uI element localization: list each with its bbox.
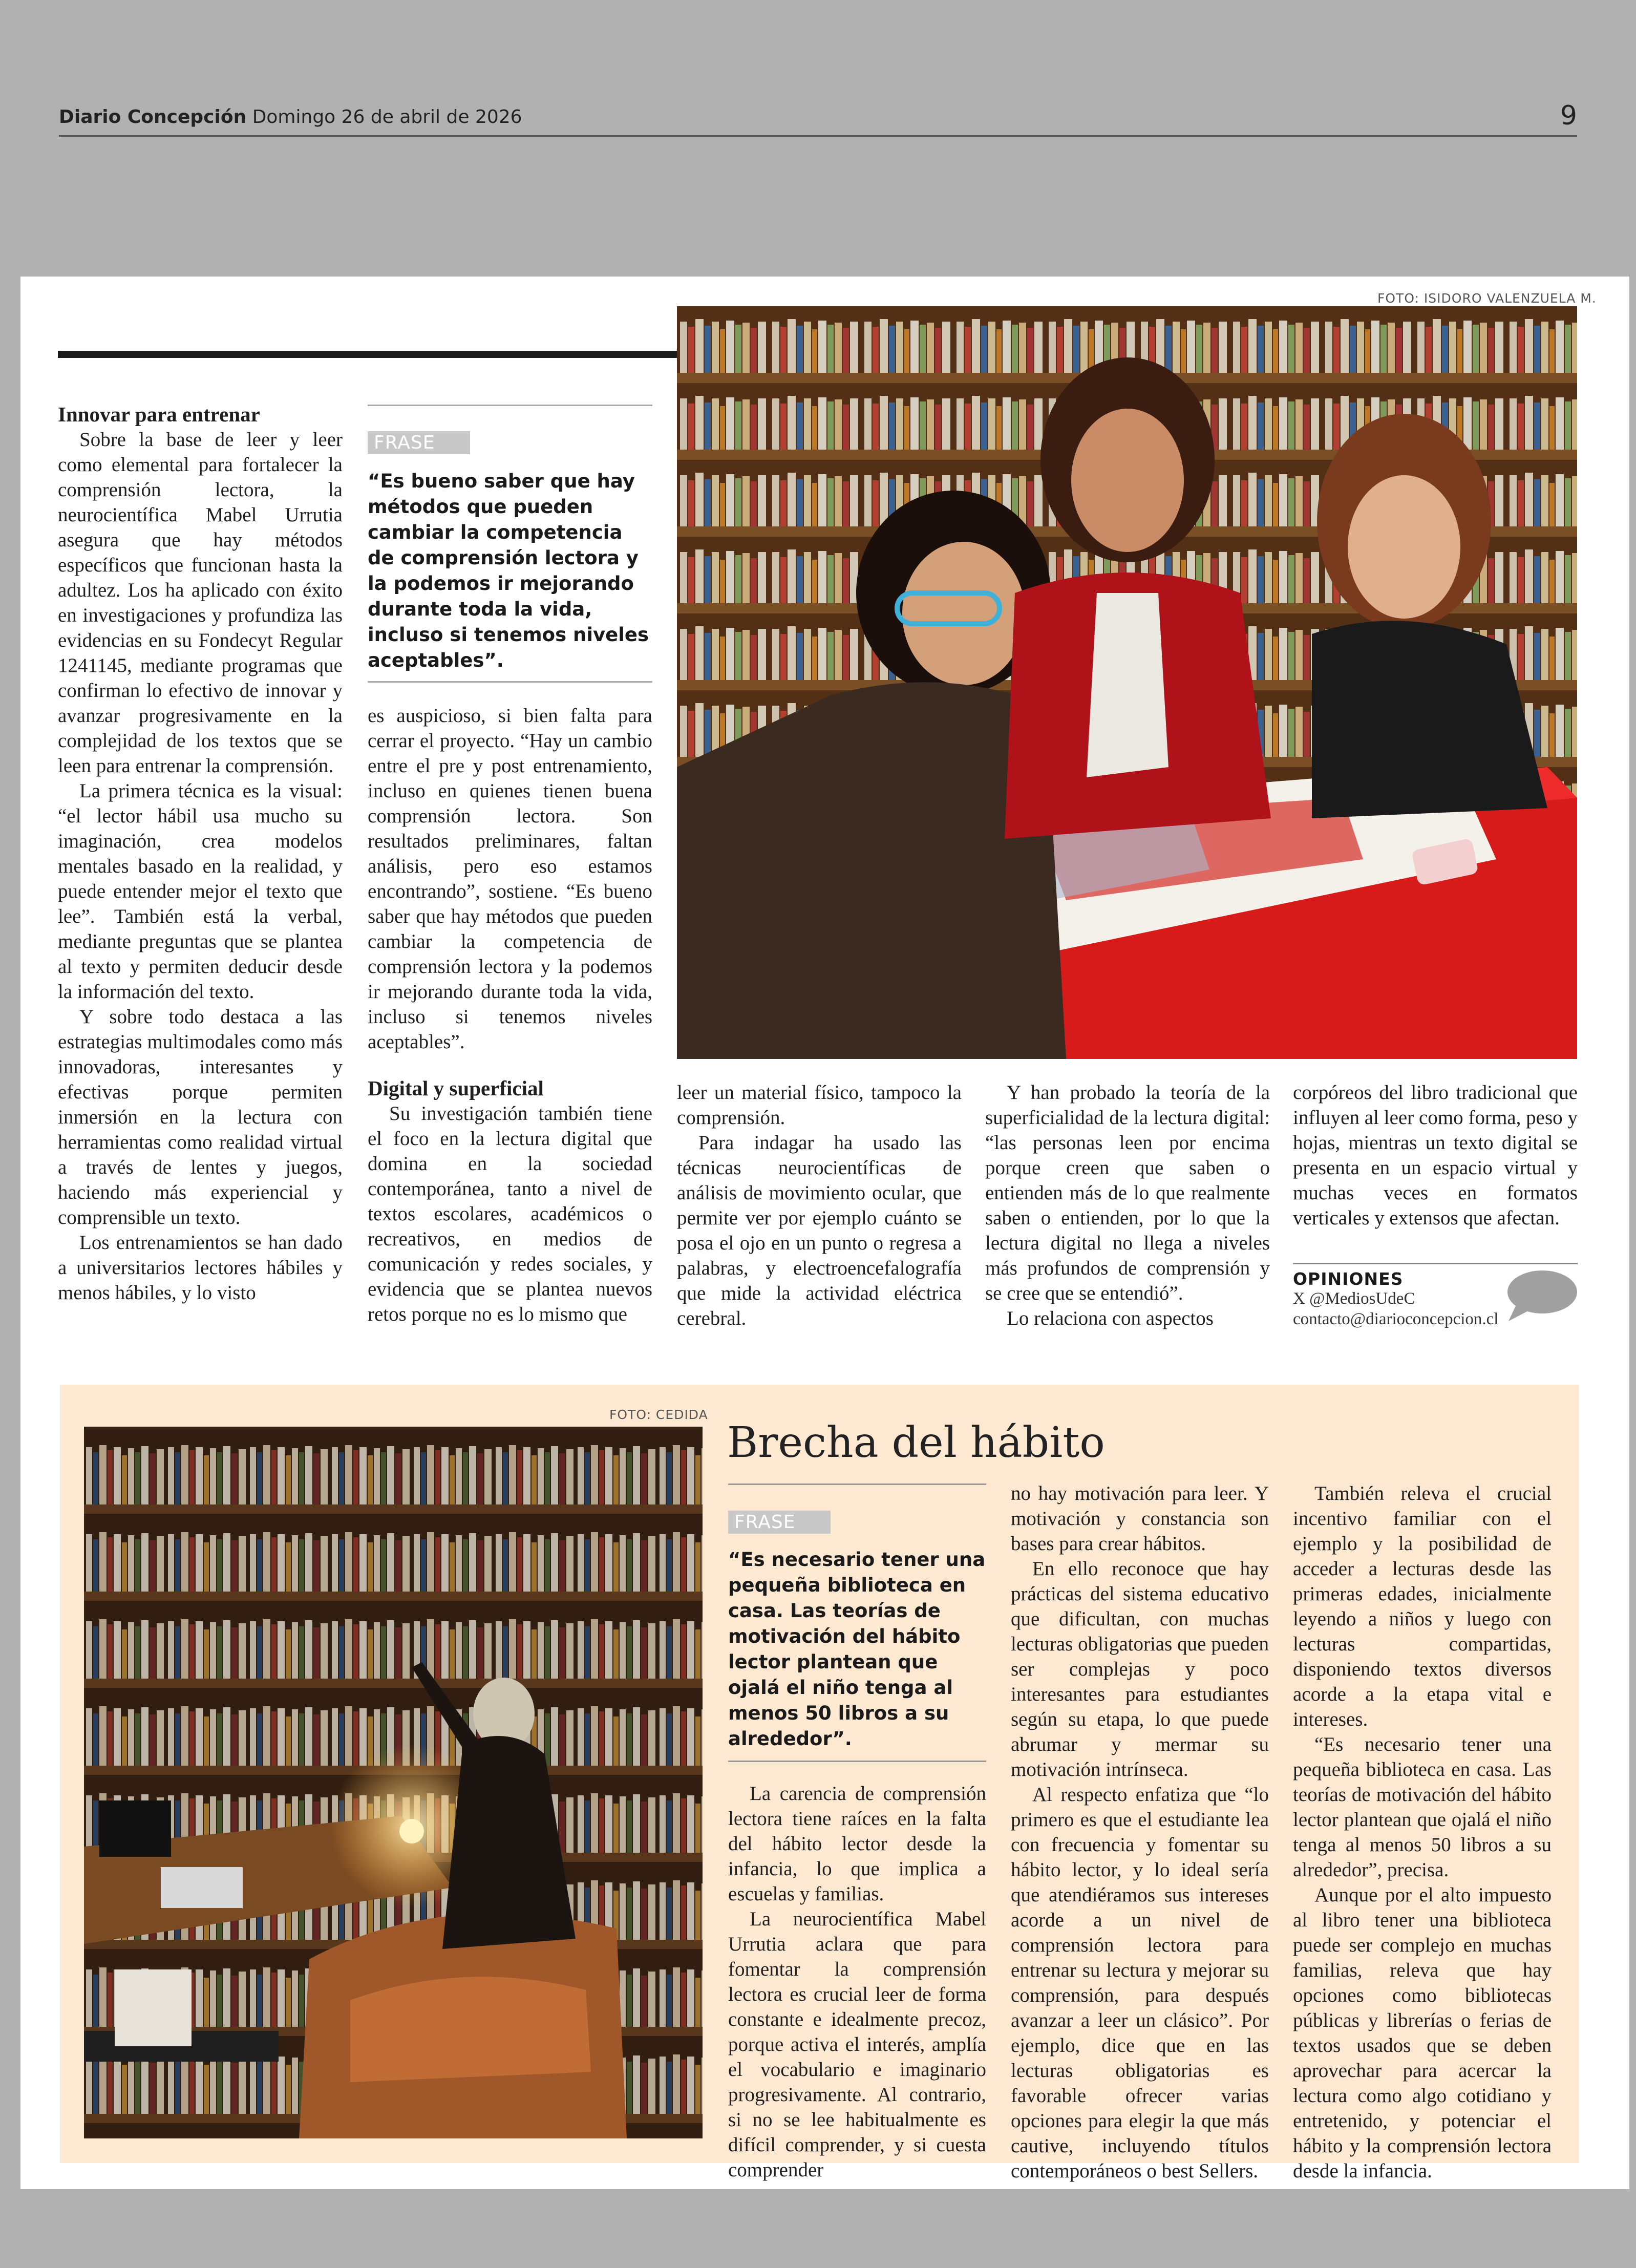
subheading-digital: Digital y superficial xyxy=(368,1076,544,1100)
paragraph: “Es necesario tener una pequeña biblioteca en casa. Las teorías de motivación del hábito lector plantean que ojalá el niño tenga al menos 50 libros a su alrededor”, precisa. xyxy=(1293,1733,1552,1881)
frase-bottom-rule xyxy=(368,681,652,683)
paragraph: Lo relaciona con aspectos xyxy=(1007,1307,1214,1329)
frase-top-rule xyxy=(368,405,652,406)
top-column-3 xyxy=(677,1080,962,1331)
paragraph: no hay motivación para leer. Y motivación y constancia son bases para crear hábitos. xyxy=(1011,1482,1269,1555)
paragraph: La neurocientífica Mabel Urrutia aclara que para fomentar la comprensión lectora es crucial leer de forma constante e idealmente precoz, porque activa el interés, amplía el vocabulario e imaginario progresivamente. Al contrario, si no se lee habitualmente es difícil comprender, y si cuesta comprender xyxy=(728,1908,986,2181)
paragraph: Y sobre todo destaca a las estrategias multimodales como más innovadoras, interesantes y efectivas porque permiten inmersión en la lectura con herramientas como realidad virtual a través de lentes y juegos, haciendo más experiencial y comprensible un texto. xyxy=(58,1006,343,1228)
paragraph: leer un material físico, tampoco la comprensión. xyxy=(677,1082,962,1129)
speech-bubble-icon xyxy=(1505,1269,1577,1323)
header-rule xyxy=(59,135,1577,137)
top-column-5 xyxy=(1293,1080,1578,1231)
paragraph: Y han probado la teoría de la superficialidad de la lectura digital: “las personas leen por encima porque creen que saben o entienden más de lo que realmente saben o entienden, por lo que la lectura digital no llega a niveles más profundos de comprensión y se cree que se entendió”. xyxy=(985,1082,1270,1304)
paragraph: Los entrenamientos se han dado a universitarios lectores hábiles y menos hábiles, y lo visto xyxy=(58,1232,343,1304)
newspaper-name: Diario Concepción xyxy=(59,107,247,128)
photo-library-reading xyxy=(677,306,1577,1059)
box-title: Brecha del hábito xyxy=(727,1418,1105,1467)
photo-home-library xyxy=(84,1427,703,2138)
subheading-innovar: Innovar para entrenar xyxy=(58,402,260,426)
frase-bottom-rule-2 xyxy=(728,1761,986,1762)
issue-date: Domingo 26 de abril de 2026 xyxy=(252,107,522,128)
paragraph: es auspicioso, si bien falta para cerrar el proyecto. “Hay un cambio entre el pre y post entrenamiento, incluso en quienes tienen buena comprensión lectora. Son resultados preliminares, faltan análisis, pero eso estamos encontrando”, sostiene. “Es bueno saber que hay métodos que pueden cambiar la competencia de comprensión lectora y la podemos ir mejorando durante toda la vida, incluso si tenemos niveles aceptables”. xyxy=(368,705,652,1053)
box-title-rule xyxy=(728,1483,986,1485)
opiniones-rule xyxy=(1293,1263,1578,1264)
paragraph: Para indagar ha usado las técnicas neurocientíficas de análisis de movimiento ocular, que permite ver por ejemplo cuánto se posa el ojo en un punto o regresa a palabras, y electroencefalografía que mide la actividad eléctrica cerebral. xyxy=(677,1132,962,1329)
top-column-4 xyxy=(985,1080,1270,1331)
paragraph: Su investigación también tiene el foco en la lectura digital que domina en la sociedad contemporánea, tanto a nivel de textos escolares, académicos o recreativos, en medios de comunicación y redes sociales, y evidencia que se plantea nuevos retos porque no es lo mismo que xyxy=(368,1103,652,1325)
paragraph: Aunque por el alto impuesto al libro tener una biblioteca puede ser complejo en muchas familias, releva que hay opciones como bibliotecas públicas y librerías o ferias de textos usados que se deben aprovechar para acercar la lectura como algo cotidiano y entretenido, y potenciar el hábito y la comprensión lectora desde la infancia. xyxy=(1293,1884,1552,2182)
photo-credit-top: FOTO: ISIDORO VALENZUELA M. xyxy=(1377,291,1597,306)
pull-quote-text: “Es necesario tener una pequeña biblioteca en casa. Las teorías de motivación del hábito lector plantean que ojalá el niño tenga al menos 50 libros a su alrededor”. xyxy=(728,1549,986,1750)
top-column-1 xyxy=(58,402,343,1305)
section-top-rule xyxy=(58,351,677,358)
frase-tag: FRASE xyxy=(728,1511,831,1534)
page-number: 9 xyxy=(1560,100,1577,131)
opiniones-title: OPINIONES xyxy=(1293,1269,1404,1289)
paragraph: La primera técnica es la visual: “el lector hábil usa mucho su imaginación, crea modelos mentales basado en la realidad, y puede entender mejor el texto que lee”. También está la verbal, mediante preguntas que se plantea al texto y permiten deducir desde la información del texto. xyxy=(58,780,343,1003)
paragraph: corpóreos del libro tradicional que influyen al leer como forma, peso y hojas, mientras un texto digital se presenta en un espacio virtual y muchas veces en formatos verticales y extensos que afectan. xyxy=(1293,1082,1578,1229)
frase-tag: FRASE xyxy=(368,431,470,454)
page-header xyxy=(59,107,522,128)
bottom-column-1 xyxy=(728,1781,986,2182)
paragraph: También releva el crucial incentivo familiar con el ejemplo y la posibilidad de acceder a lecturas desde las primeras edades, inicialmente leyendo a niños y luego con lecturas compartidas, disponiendo textos diversos acorde a la etapa vital e intereses. xyxy=(1293,1482,1552,1730)
photo-credit-bottom: FOTO: CEDIDA xyxy=(609,1407,708,1422)
paragraph: Sobre la base de leer y leer como elemental para fortalecer la comprensión lectora, la neurocientífica Mabel Urrutia asegura que hay métodos específicos que funcionan hasta la adultez. Los ha aplicado con éxito en investigaciones y profundiza las evidencias en su Fondecyt Regular 1241145, mediante programas que confirman lo efectivo de innovar y avanzar progresivamente en la complejidad de los textos que se leen para entrenar la comprensión. xyxy=(58,429,343,777)
pull-quote-bottom xyxy=(728,1511,986,1752)
twitter-handle[interactable]: X @MediosUdeC xyxy=(1293,1289,1415,1308)
paragraph: La carencia de comprensión lectora tiene raíces en la falta del hábito lector desde la infancia, lo que implica a escuelas y familias. xyxy=(728,1783,986,1905)
pull-quote-top xyxy=(368,431,652,673)
bottom-column-2 xyxy=(1011,1481,1269,2184)
paragraph: En ello reconoce que hay prácticas del sistema educativo que dificultan, con muchas lecturas obligatorias que pueden ser complejas y poco interesantes para estudiantes según su etapa, lo que puede abrumar y mermar su motivación intrínseca. xyxy=(1011,1558,1269,1781)
paragraph: Al respecto enfatiza que “lo primero es que el estudiante lea con frecuencia y fomentar su hábito lector, y lo ideal sería que atendiéramos sus intereses acorde a un nivel de comprensión lectora para entrenar su lectura y mejorar su comprensión, para después avanzar a leer un clásico”. Por ejemplo, dice que en las lecturas obligatorias es favorable ofrecer varias opciones para elegir la que más cautive, incluyendo títulos contemporáneos o best Sellers. xyxy=(1011,1784,1269,2182)
bottom-column-3 xyxy=(1293,1481,1552,2184)
pull-quote-text: “Es bueno saber que hay métodos que pueden cambiar la competencia de comprensión lectora y la podemos ir mejorando durante toda la vida, incluso si tenemos niveles aceptables”. xyxy=(368,470,649,671)
contact-email[interactable]: contacto@diarioconcepcion.cl xyxy=(1293,1310,1499,1328)
top-column-2 xyxy=(368,703,652,1327)
